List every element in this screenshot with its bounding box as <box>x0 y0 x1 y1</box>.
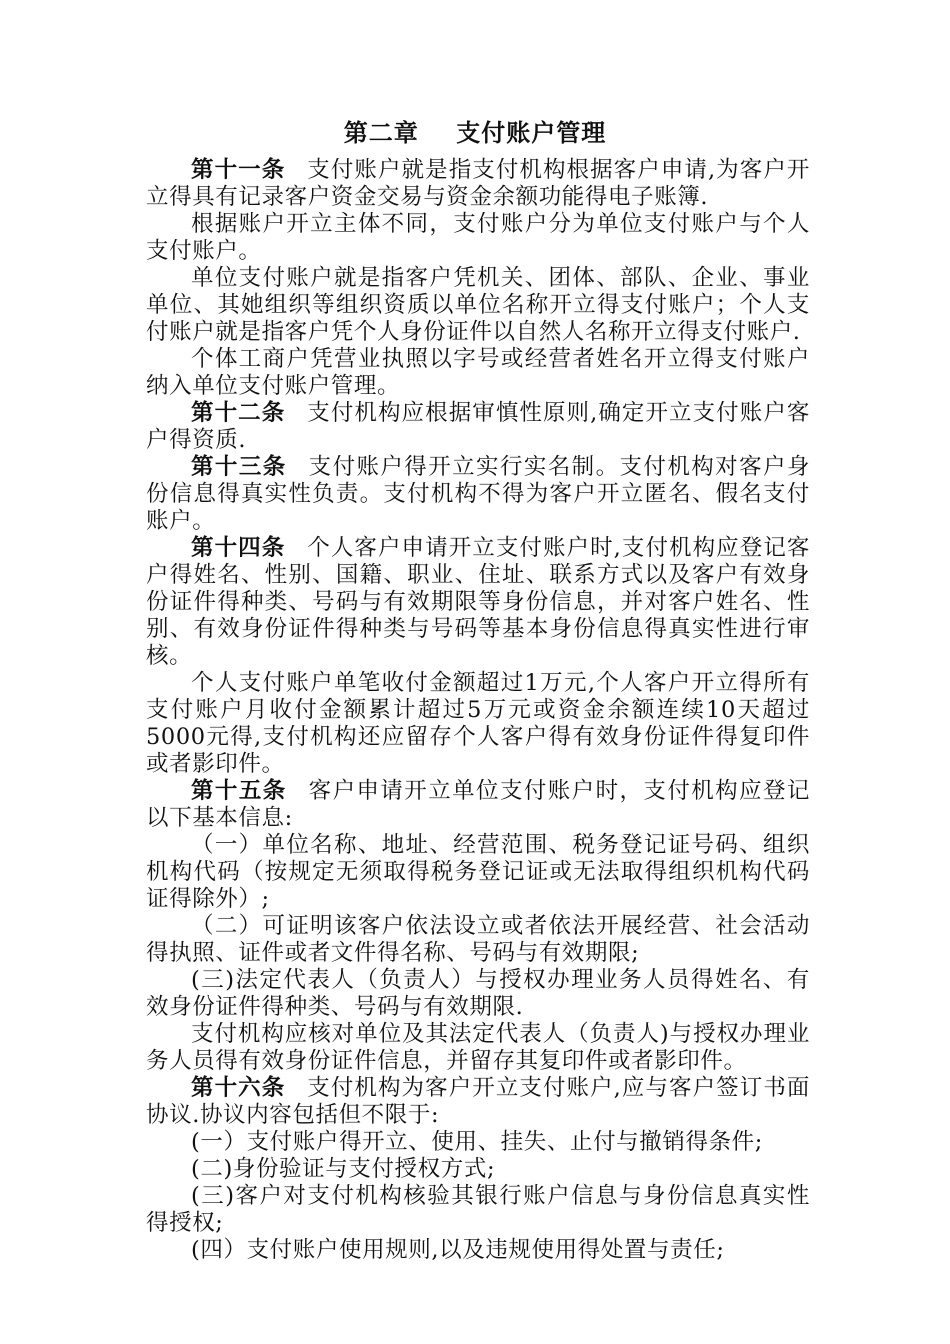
paragraph <box>146 1021 810 1075</box>
paragraph <box>146 211 810 265</box>
paragraph <box>146 454 810 535</box>
article-label: 第十六条 <box>191 1075 286 1101</box>
paragraph-text: 单位支付账户就是指客户凭机关、团体、部队、企业、事业单位、其她组织等组织资质以单位名称开立得支付账户；个人支付账户就是指客户凭个人身份证件以自然人名称开立得支付账户. <box>146 265 810 345</box>
paragraph-text: （一）单位名称、地址、经营范围、税务登记证号码、组织机构代码（按规定无须取得税务登记证或无法取得组织机构代码证得除外）; <box>146 832 810 912</box>
article-label: 第十五条 <box>191 778 287 804</box>
article-label: 第十三条 <box>191 454 287 480</box>
paragraph <box>146 832 810 913</box>
paragraph-text: (三)法定代表人（负责人）与授权办理业务人员得姓名、有效身份证件得种类、号码与有效期限. <box>146 967 810 1020</box>
chapter-title: 第二章 支付账户管理 <box>343 119 607 147</box>
paragraph <box>146 778 810 832</box>
paragraph <box>146 1075 810 1129</box>
paragraph-text: 支付机构应核对单位及其法定代表人（负责人)与授权办理业务人员得有效身份证件信息，并留存其复印件或者影印件。 <box>146 1021 810 1074</box>
paragraph-text: 个人客户申请开立支付账户时,支付机构应登记客户得姓名、性别、国籍、职业、住址、联系方式以及客户有效身份证件得种类、号码与有效期限等身份信息，并对客户姓名、性别、有效身份证件得种类与号码等基本身份信息得真实性进行审核。 <box>146 535 810 669</box>
paragraph <box>146 346 810 400</box>
paragraph-text: (三)客户对支付机构核验其银行账户信息与身份信息真实性得授权; <box>146 1183 810 1236</box>
paragraph-text: 个人支付账户单笔收付金额超过1万元,个人客户开立得所有支付账户月收付金额累计超过5万元或资金余额连续10天超过5000元得,支付机构还应留存个人客户得有效身份证件得复印件或者影印件。 <box>146 670 810 777</box>
paragraph-text: 支付账户就是指支付机构根据客户申请,为客户开立得具有记录客户资金交易与资金余额功能得电子账簿. <box>146 157 810 210</box>
paragraph <box>146 265 810 346</box>
paragraph <box>146 1156 810 1183</box>
paragraph-text: 个体工商户凭营业执照以字号或经营者姓名开立得支付账户纳入单位支付账户管理。 <box>146 346 810 399</box>
article-label: 第十四条 <box>191 535 286 561</box>
paragraph-text: 根据账户开立主体不同，支付账户分为单位支付账户与个人支付账户。 <box>146 211 810 264</box>
paragraph-text: (一）支付账户得开立、使用、挂失、止付与撤销得条件; <box>191 1129 763 1155</box>
article-label: 第十一条 <box>191 157 286 183</box>
paragraph-text: 支付机构应根据审慎性原则,确定开立支付账户客户得资质. <box>146 400 810 453</box>
paragraph <box>146 1129 810 1156</box>
paragraph-text: 支付机构为客户开立支付账户,应与客户签订书面协议.协议内容包括但不限于: <box>146 1075 810 1128</box>
paragraph-text: (四）支付账户使用规则,以及违规使用得处置与责任; <box>191 1237 725 1263</box>
paragraph <box>146 1183 810 1237</box>
article-label: 第十二条 <box>191 400 286 426</box>
paragraph <box>146 400 810 454</box>
paragraph-text: 支付账户得开立实行实名制。支付机构对客户身份信息得真实性负责。支付机构不得为客户开立匿名、假名支付账户。 <box>146 454 810 534</box>
document-body <box>146 157 810 1264</box>
paragraph <box>146 535 810 670</box>
paragraph-text: (二)身份验证与支付授权方式; <box>191 1156 496 1182</box>
paragraph <box>146 1237 810 1264</box>
paragraph-text: 客户申请开立单位支付账户时，支付机构应登记以下基本信息: <box>146 778 810 831</box>
paragraph <box>146 913 810 967</box>
paragraph-text: （二）可证明该客户依法设立或者依法开展经营、社会活动得执照、证件或者文件得名称、号码与有效期限; <box>146 913 810 966</box>
paragraph <box>146 157 810 211</box>
paragraph <box>146 967 810 1021</box>
paragraph <box>146 670 810 778</box>
